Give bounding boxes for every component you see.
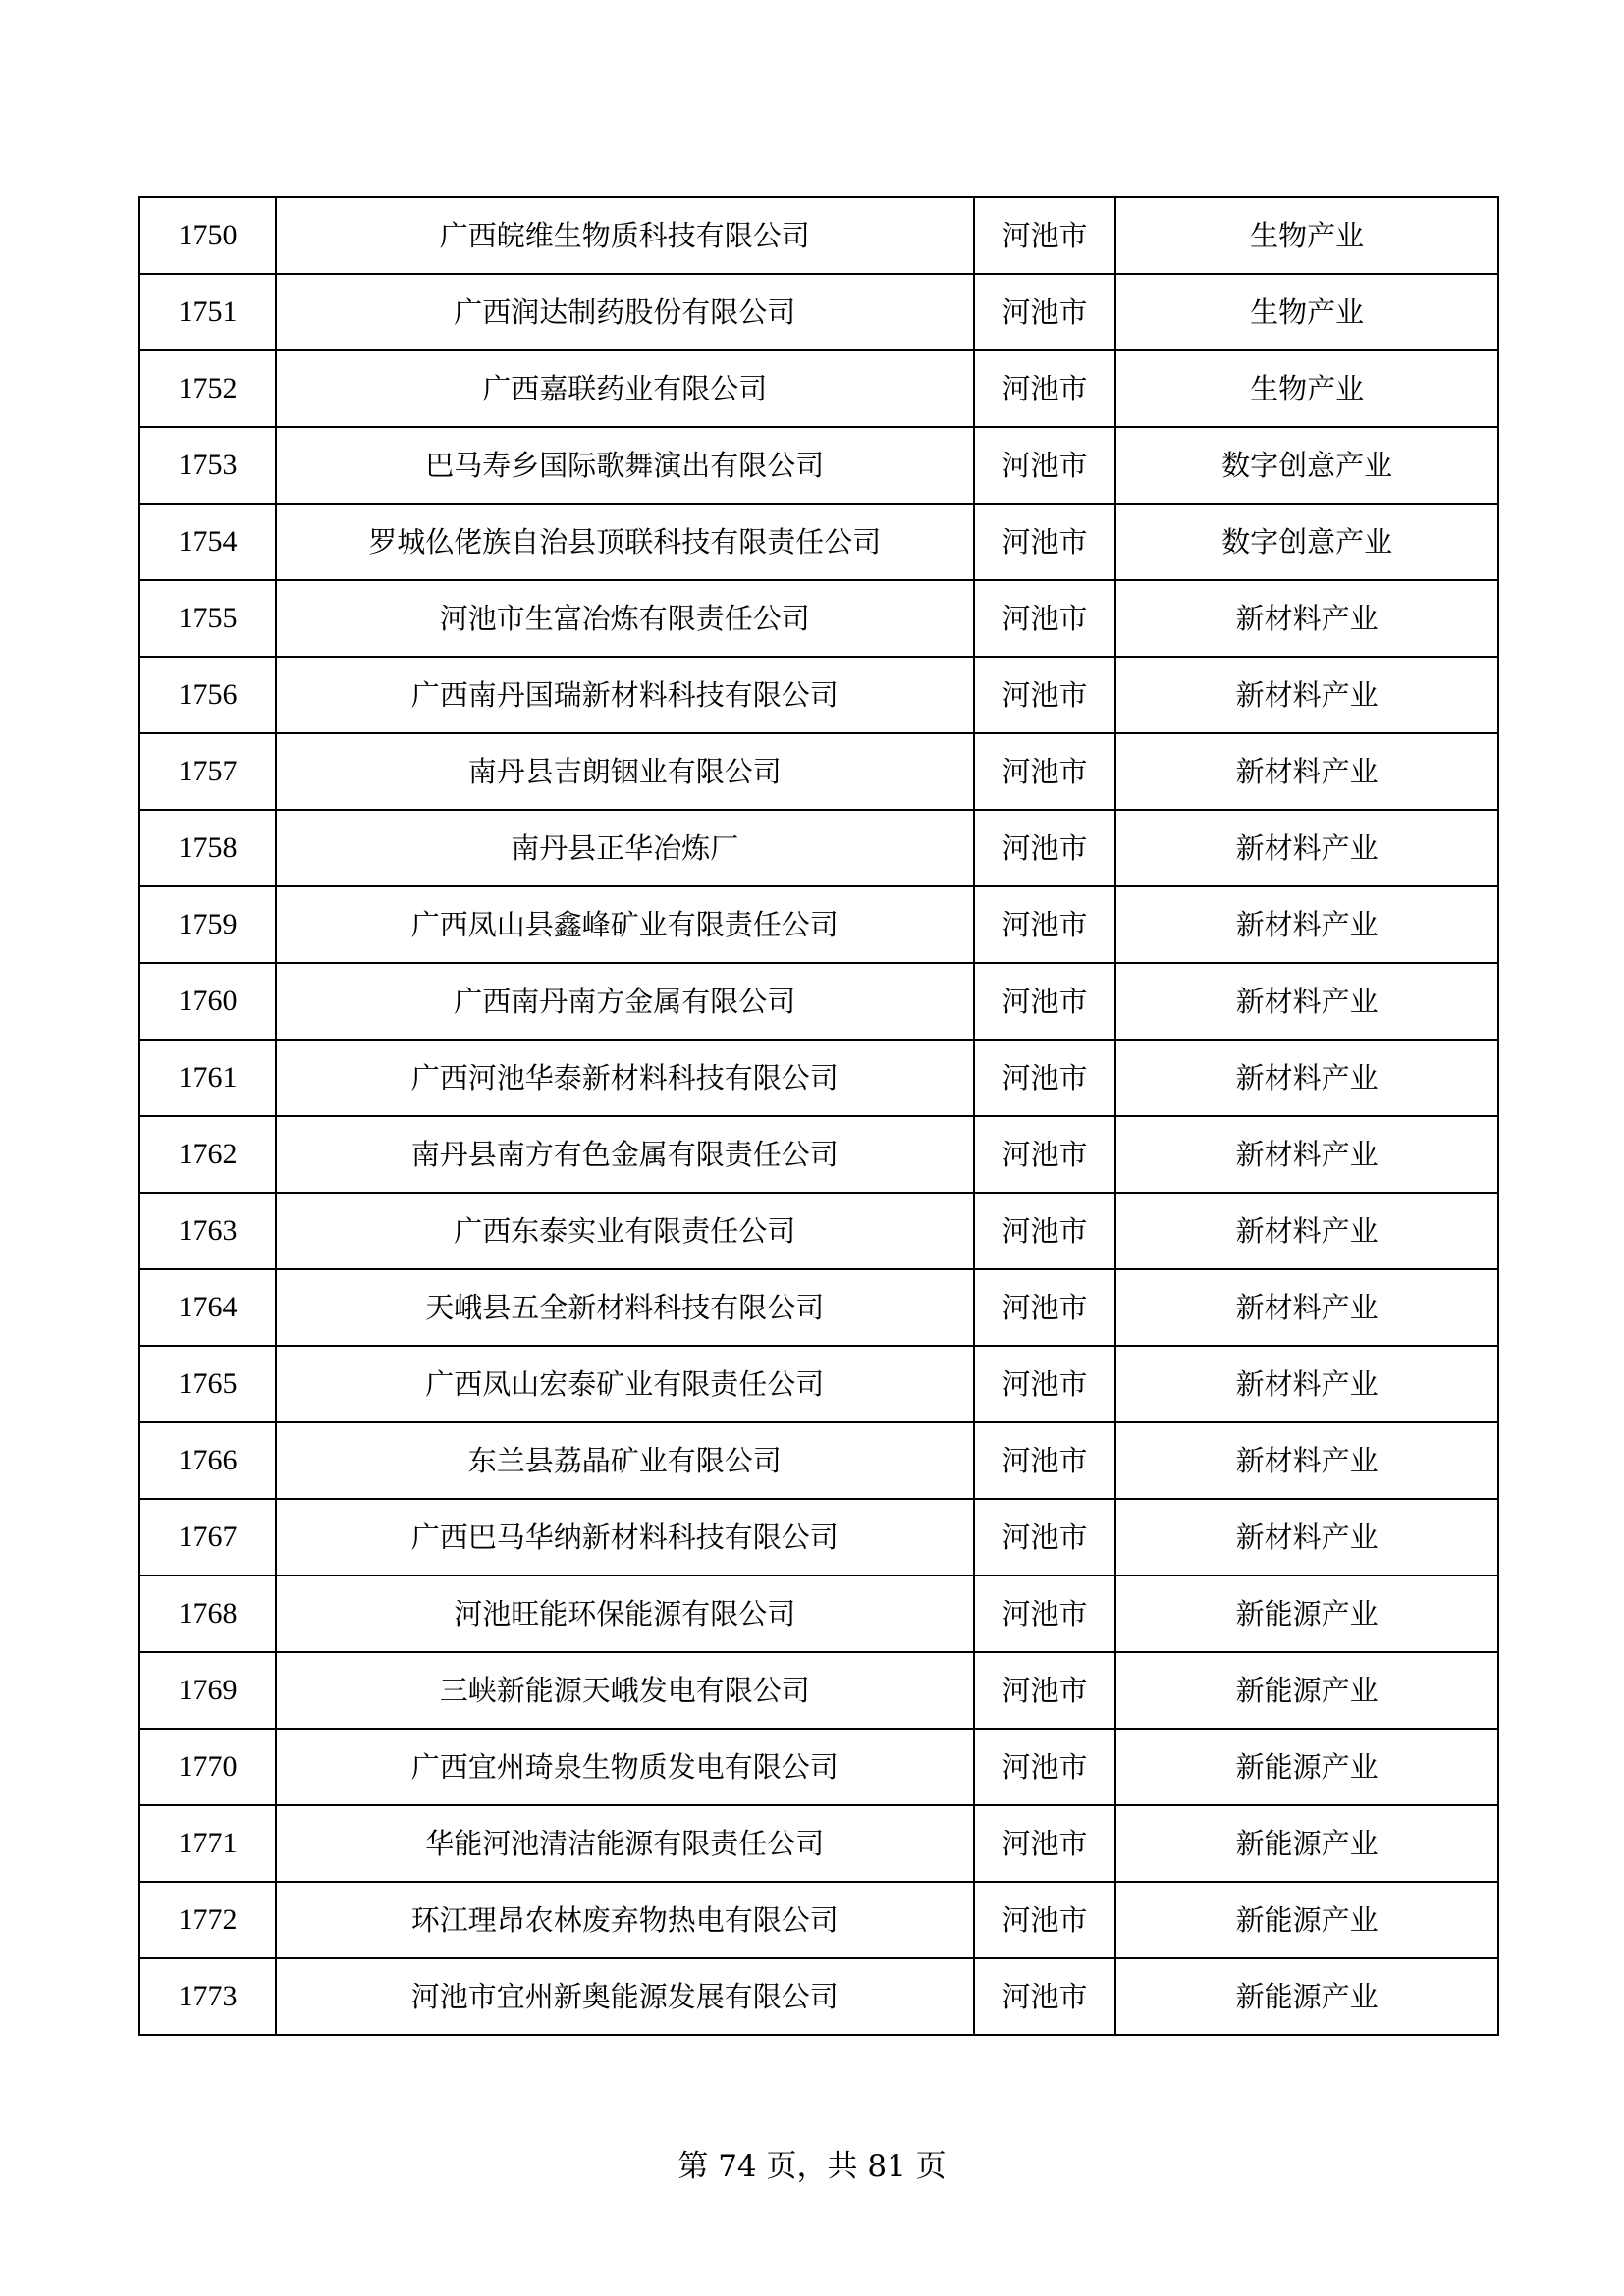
- row-number-cell: 1760: [139, 963, 276, 1040]
- city-cell: 河池市: [974, 274, 1116, 350]
- city-cell: 河池市: [974, 350, 1116, 427]
- table-row: [139, 197, 1498, 274]
- city-cell: 河池市: [974, 1499, 1116, 1575]
- table-row: [139, 1652, 1498, 1729]
- row-number-cell: 1751: [139, 274, 276, 350]
- row-number-cell: 1768: [139, 1575, 276, 1652]
- row-number-cell: 1758: [139, 810, 276, 886]
- row-number-cell: 1750: [139, 197, 276, 274]
- company-name-cell: 广西嘉联药业有限公司: [276, 350, 974, 427]
- industry-cell: 新材料产业: [1115, 1116, 1498, 1193]
- industry-cell: 新材料产业: [1115, 963, 1498, 1040]
- table-row: [139, 1805, 1498, 1882]
- table-row: [139, 1269, 1498, 1346]
- industry-cell: 新材料产业: [1115, 1040, 1498, 1116]
- row-number-cell: 1770: [139, 1729, 276, 1805]
- row-number-cell: 1769: [139, 1652, 276, 1729]
- row-number-cell: 1762: [139, 1116, 276, 1193]
- company-name-cell: 河池市宜州新奥能源发展有限公司: [276, 1958, 974, 2035]
- company-table: [138, 196, 1499, 2036]
- table-row: [139, 350, 1498, 427]
- row-number-cell: 1773: [139, 1958, 276, 2035]
- company-name-cell: 广西皖维生物质科技有限公司: [276, 197, 974, 274]
- city-cell: 河池市: [974, 1882, 1116, 1958]
- table-row: [139, 274, 1498, 350]
- city-cell: 河池市: [974, 886, 1116, 963]
- city-cell: 河池市: [974, 504, 1116, 580]
- company-name-cell: 广西东泰实业有限责任公司: [276, 1193, 974, 1269]
- industry-cell: 新材料产业: [1115, 810, 1498, 886]
- industry-cell: 生物产业: [1115, 197, 1498, 274]
- row-number-cell: 1753: [139, 427, 276, 504]
- company-name-cell: 广西凤山县鑫峰矿业有限责任公司: [276, 886, 974, 963]
- row-number-cell: 1754: [139, 504, 276, 580]
- city-cell: 河池市: [974, 1193, 1116, 1269]
- company-name-cell: 环江理昂农林废弃物热电有限公司: [276, 1882, 974, 1958]
- city-cell: 河池市: [974, 1958, 1116, 2035]
- city-cell: 河池市: [974, 1805, 1116, 1882]
- industry-cell: 数字创意产业: [1115, 427, 1498, 504]
- company-name-cell: 南丹县南方有色金属有限责任公司: [276, 1116, 974, 1193]
- city-cell: 河池市: [974, 1729, 1116, 1805]
- industry-cell: 新材料产业: [1115, 1346, 1498, 1422]
- company-name-cell: 华能河池清洁能源有限责任公司: [276, 1805, 974, 1882]
- company-name-cell: 广西河池华泰新材料科技有限公司: [276, 1040, 974, 1116]
- city-cell: 河池市: [974, 963, 1116, 1040]
- industry-cell: 新材料产业: [1115, 580, 1498, 657]
- city-cell: 河池市: [974, 1116, 1116, 1193]
- company-name-cell: 河池旺能环保能源有限公司: [276, 1575, 974, 1652]
- city-cell: 河池市: [974, 810, 1116, 886]
- table-row: [139, 733, 1498, 810]
- table-row: [139, 810, 1498, 886]
- table-body: [139, 197, 1498, 2035]
- table-row: [139, 580, 1498, 657]
- industry-cell: 新能源产业: [1115, 1805, 1498, 1882]
- city-cell: 河池市: [974, 1575, 1116, 1652]
- table-row: [139, 1193, 1498, 1269]
- city-cell: 河池市: [974, 733, 1116, 810]
- row-number-cell: 1772: [139, 1882, 276, 1958]
- row-number-cell: 1752: [139, 350, 276, 427]
- row-number-cell: 1767: [139, 1499, 276, 1575]
- company-name-cell: 东兰县荔晶矿业有限公司: [276, 1422, 974, 1499]
- company-name-cell: 广西凤山宏泰矿业有限责任公司: [276, 1346, 974, 1422]
- table-row: [139, 427, 1498, 504]
- table-row: [139, 1422, 1498, 1499]
- city-cell: 河池市: [974, 1422, 1116, 1499]
- industry-cell: 生物产业: [1115, 350, 1498, 427]
- industry-cell: 新材料产业: [1115, 1499, 1498, 1575]
- table-row: [139, 886, 1498, 963]
- company-name-cell: 广西巴马华纳新材料科技有限公司: [276, 1499, 974, 1575]
- city-cell: 河池市: [974, 1269, 1116, 1346]
- city-cell: 河池市: [974, 197, 1116, 274]
- table-row: [139, 504, 1498, 580]
- city-cell: 河池市: [974, 1652, 1116, 1729]
- company-name-cell: 天峨县五全新材料科技有限公司: [276, 1269, 974, 1346]
- industry-cell: 新能源产业: [1115, 1652, 1498, 1729]
- city-cell: 河池市: [974, 427, 1116, 504]
- industry-cell: 新能源产业: [1115, 1958, 1498, 2035]
- table-row: [139, 1116, 1498, 1193]
- company-name-cell: 南丹县正华冶炼厂: [276, 810, 974, 886]
- industry-cell: 数字创意产业: [1115, 504, 1498, 580]
- table-row: [139, 963, 1498, 1040]
- company-name-cell: 广西宜州琦泉生物质发电有限公司: [276, 1729, 974, 1805]
- city-cell: 河池市: [974, 657, 1116, 733]
- industry-cell: 新材料产业: [1115, 1422, 1498, 1499]
- industry-cell: 新材料产业: [1115, 733, 1498, 810]
- company-name-cell: 南丹县吉朗铟业有限公司: [276, 733, 974, 810]
- industry-cell: 新能源产业: [1115, 1729, 1498, 1805]
- company-name-cell: 广西南丹国瑞新材料科技有限公司: [276, 657, 974, 733]
- row-number-cell: 1759: [139, 886, 276, 963]
- city-cell: 河池市: [974, 1040, 1116, 1116]
- company-name-cell: 广西南丹南方金属有限公司: [276, 963, 974, 1040]
- company-name-cell: 巴马寿乡国际歌舞演出有限公司: [276, 427, 974, 504]
- row-number-cell: 1766: [139, 1422, 276, 1499]
- table-row: [139, 1575, 1498, 1652]
- industry-cell: 新材料产业: [1115, 657, 1498, 733]
- table-row: [139, 1729, 1498, 1805]
- row-number-cell: 1764: [139, 1269, 276, 1346]
- table-row: [139, 1958, 1498, 2035]
- table-row: [139, 1346, 1498, 1422]
- row-number-cell: 1756: [139, 657, 276, 733]
- company-name-cell: 三峡新能源天峨发电有限公司: [276, 1652, 974, 1729]
- company-name-cell: 罗城仫佬族自治县顶联科技有限责任公司: [276, 504, 974, 580]
- industry-cell: 新材料产业: [1115, 1193, 1498, 1269]
- page-footer: 第 74 页，共 81 页: [677, 2149, 947, 2184]
- row-number-cell: 1761: [139, 1040, 276, 1116]
- row-number-cell: 1763: [139, 1193, 276, 1269]
- city-cell: 河池市: [974, 1346, 1116, 1422]
- table-row: [139, 1882, 1498, 1958]
- row-number-cell: 1771: [139, 1805, 276, 1882]
- industry-cell: 新材料产业: [1115, 1269, 1498, 1346]
- industry-cell: 新能源产业: [1115, 1575, 1498, 1652]
- company-name-cell: 河池市生富冶炼有限责任公司: [276, 580, 974, 657]
- row-number-cell: 1765: [139, 1346, 276, 1422]
- row-number-cell: 1755: [139, 580, 276, 657]
- table-row: [139, 1499, 1498, 1575]
- industry-cell: 新材料产业: [1115, 886, 1498, 963]
- table-row: [139, 657, 1498, 733]
- table-row: [139, 1040, 1498, 1116]
- industry-cell: 生物产业: [1115, 274, 1498, 350]
- industry-cell: 新能源产业: [1115, 1882, 1498, 1958]
- city-cell: 河池市: [974, 580, 1116, 657]
- row-number-cell: 1757: [139, 733, 276, 810]
- company-name-cell: 广西润达制药股份有限公司: [276, 274, 974, 350]
